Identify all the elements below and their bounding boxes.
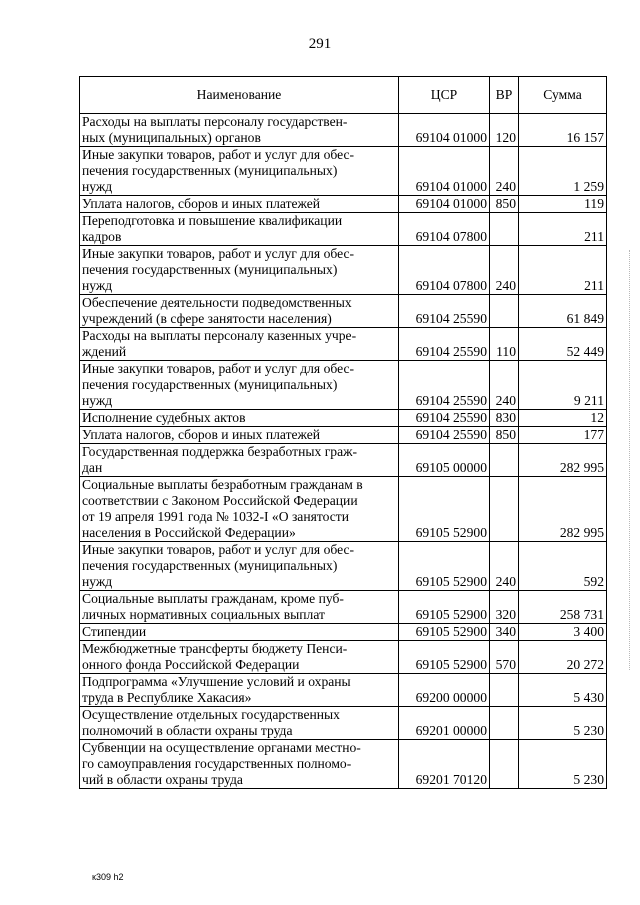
row-name-line: печения государственных (муниципальных) xyxy=(82,163,338,178)
row-name-line: го самоуправления государственных полномо- xyxy=(82,756,352,771)
row-csr: 69200 00000 xyxy=(399,674,490,707)
row-csr: 69201 70120 xyxy=(399,740,490,789)
row-sum: 592 xyxy=(519,542,607,591)
table-row xyxy=(80,542,607,591)
table-row xyxy=(80,674,607,707)
scan-edge-mark xyxy=(629,250,631,670)
row-name-line: печения государственных (муниципальных) xyxy=(82,558,338,573)
row-sum: 1 259 xyxy=(519,147,607,196)
row-sum: 211 xyxy=(519,246,607,295)
row-name-line: кадров xyxy=(82,229,122,244)
row-sum: 9 211 xyxy=(519,361,607,410)
row-name-line: учреждений (в сфере занятости населения) xyxy=(82,311,332,326)
row-name xyxy=(80,213,399,246)
table-header-row xyxy=(80,77,607,114)
footer-code: к309 h2 xyxy=(92,872,124,882)
row-vr: 850 xyxy=(490,427,519,444)
row-name xyxy=(80,295,399,328)
row-sum: 20 272 xyxy=(519,641,607,674)
table-row xyxy=(80,410,607,427)
row-csr: 69104 25590 xyxy=(399,295,490,328)
row-name xyxy=(80,674,399,707)
table-row xyxy=(80,295,607,328)
row-csr: 69104 25590 xyxy=(399,361,490,410)
row-vr: 850 xyxy=(490,196,519,213)
row-name-line: печения государственных (муниципальных) xyxy=(82,377,338,392)
row-name-line: Переподготовка и повышение квалификации xyxy=(82,213,343,228)
table-row xyxy=(80,477,607,542)
row-sum: 282 995 xyxy=(519,477,607,542)
row-name xyxy=(80,361,399,410)
row-csr: 69104 07800 xyxy=(399,213,490,246)
row-vr xyxy=(490,213,519,246)
row-csr: 69105 52900 xyxy=(399,542,490,591)
row-name-line: Иные закупки товаров, работ и услуг для обес- xyxy=(82,542,355,557)
row-csr: 69105 52900 xyxy=(399,477,490,542)
row-sum: 5 430 xyxy=(519,674,607,707)
table-row xyxy=(80,213,607,246)
row-name-line: Иные закупки товаров, работ и услуг для обес- xyxy=(82,147,355,162)
row-name xyxy=(80,328,399,361)
row-csr: 69201 00000 xyxy=(399,707,490,740)
row-name xyxy=(80,427,399,444)
row-name-line: Социальные выплаты гражданам, кроме пуб- xyxy=(82,591,344,606)
row-name-line: Стипендии xyxy=(82,624,147,639)
table-row xyxy=(80,641,607,674)
table-body xyxy=(80,114,607,789)
row-name-line: Межбюджетные трансферты бюджету Пенси- xyxy=(82,641,348,656)
row-sum: 177 xyxy=(519,427,607,444)
row-vr xyxy=(490,295,519,328)
row-vr: 240 xyxy=(490,147,519,196)
row-name-line: Расходы на выплаты персоналу государствен- xyxy=(82,114,348,129)
row-name-line: Исполнение судебных актов xyxy=(82,410,246,425)
row-name-line: ждений xyxy=(82,344,127,359)
row-name xyxy=(80,410,399,427)
row-csr: 69104 25590 xyxy=(399,410,490,427)
row-csr: 69104 25590 xyxy=(399,427,490,444)
row-name-line: личных нормативных социальных выплат xyxy=(82,607,325,622)
row-name-line: Социальные выплаты безработным гражданам в xyxy=(82,477,363,492)
row-csr: 69104 07800 xyxy=(399,246,490,295)
row-name xyxy=(80,114,399,147)
row-name xyxy=(80,740,399,789)
table-row xyxy=(80,740,607,789)
row-vr: 240 xyxy=(490,361,519,410)
row-name xyxy=(80,246,399,295)
row-name-line: Иные закупки товаров, работ и услуг для обес- xyxy=(82,361,355,376)
row-name-line: Расходы на выплаты персоналу казенных учре- xyxy=(82,328,357,343)
header-csr: ЦСР xyxy=(399,77,490,114)
row-csr: 69104 01000 xyxy=(399,147,490,196)
row-name-line: онного фонда Российской Федерации xyxy=(82,657,300,672)
row-csr: 69105 52900 xyxy=(399,624,490,641)
row-csr: 69104 25590 xyxy=(399,328,490,361)
row-name xyxy=(80,624,399,641)
table-row xyxy=(80,196,607,213)
row-sum: 12 xyxy=(519,410,607,427)
page-number: 291 xyxy=(308,36,332,52)
table-row xyxy=(80,444,607,477)
row-name-line: Иные закупки товаров, работ и услуг для обес- xyxy=(82,246,355,261)
row-name-line: печения государственных (муниципальных) xyxy=(82,262,338,277)
row-name-line: Субвенции на осуществление органами местно- xyxy=(82,740,361,755)
row-csr: 69104 01000 xyxy=(399,114,490,147)
table-row xyxy=(80,624,607,641)
row-csr: 69105 52900 xyxy=(399,591,490,624)
table-row xyxy=(80,246,607,295)
row-vr xyxy=(490,674,519,707)
row-csr: 69104 01000 xyxy=(399,196,490,213)
row-name-line: нужд xyxy=(82,278,113,293)
row-name xyxy=(80,196,399,213)
row-name-line: чий в области охраны труда xyxy=(82,772,243,787)
row-vr: 340 xyxy=(490,624,519,641)
table-row xyxy=(80,328,607,361)
row-name-line: Обеспечение деятельности подведомственных xyxy=(82,295,352,310)
row-name-line: Подпрограмма «Улучшение условий и охраны xyxy=(82,674,351,689)
row-sum: 282 995 xyxy=(519,444,607,477)
row-name xyxy=(80,591,399,624)
row-name-line: от 19 апреля 1991 года № 1032-I «О занятости xyxy=(82,509,350,524)
row-name-line: ных (муниципальных) органов xyxy=(82,130,261,145)
row-vr: 570 xyxy=(490,641,519,674)
row-csr: 69105 00000 xyxy=(399,444,490,477)
table-row xyxy=(80,591,607,624)
table-row xyxy=(80,147,607,196)
row-sum: 211 xyxy=(519,213,607,246)
row-vr xyxy=(490,444,519,477)
row-name-line: нужд xyxy=(82,393,113,408)
row-name-line: соответствии с Законом Российской Федерации xyxy=(82,493,358,508)
row-sum: 61 849 xyxy=(519,295,607,328)
row-name xyxy=(80,477,399,542)
row-vr: 240 xyxy=(490,542,519,591)
row-vr xyxy=(490,477,519,542)
row-vr: 830 xyxy=(490,410,519,427)
header-vr: ВР xyxy=(490,77,519,114)
row-csr: 69105 52900 xyxy=(399,641,490,674)
row-name-line: нужд xyxy=(82,179,113,194)
row-name-line: Уплата налогов, сборов и иных платежей xyxy=(82,196,321,211)
row-name xyxy=(80,542,399,591)
row-sum: 16 157 xyxy=(519,114,607,147)
row-vr xyxy=(490,740,519,789)
table-row xyxy=(80,707,607,740)
row-name xyxy=(80,641,399,674)
table-row xyxy=(80,361,607,410)
table-row xyxy=(80,427,607,444)
budget-table xyxy=(79,76,607,789)
row-name-line: нужд xyxy=(82,574,113,589)
row-name-line: Осуществление отдельных государственных xyxy=(82,707,340,722)
row-name xyxy=(80,147,399,196)
row-name-line: полномочий в области охраны труда xyxy=(82,723,293,738)
row-sum: 52 449 xyxy=(519,328,607,361)
row-sum: 5 230 xyxy=(519,707,607,740)
row-vr xyxy=(490,707,519,740)
row-sum: 3 400 xyxy=(519,624,607,641)
row-vr: 240 xyxy=(490,246,519,295)
row-name-line: труда в Республике Хакасия» xyxy=(82,690,252,705)
table-row xyxy=(80,114,607,147)
row-sum: 5 230 xyxy=(519,740,607,789)
row-name-line: Государственная поддержка безработных граж- xyxy=(82,444,358,459)
row-vr: 320 xyxy=(490,591,519,624)
row-vr: 110 xyxy=(490,328,519,361)
row-vr: 120 xyxy=(490,114,519,147)
row-name-line: Уплата налогов, сборов и иных платежей xyxy=(82,427,321,442)
row-name xyxy=(80,444,399,477)
row-name-line: населения в Российской Федерации» xyxy=(82,525,296,540)
row-name-line: дан xyxy=(82,460,103,475)
row-sum: 119 xyxy=(519,196,607,213)
header-sum: Сумма xyxy=(519,77,607,114)
row-sum: 258 731 xyxy=(519,591,607,624)
header-name: Наименование xyxy=(80,77,399,114)
row-name xyxy=(80,707,399,740)
